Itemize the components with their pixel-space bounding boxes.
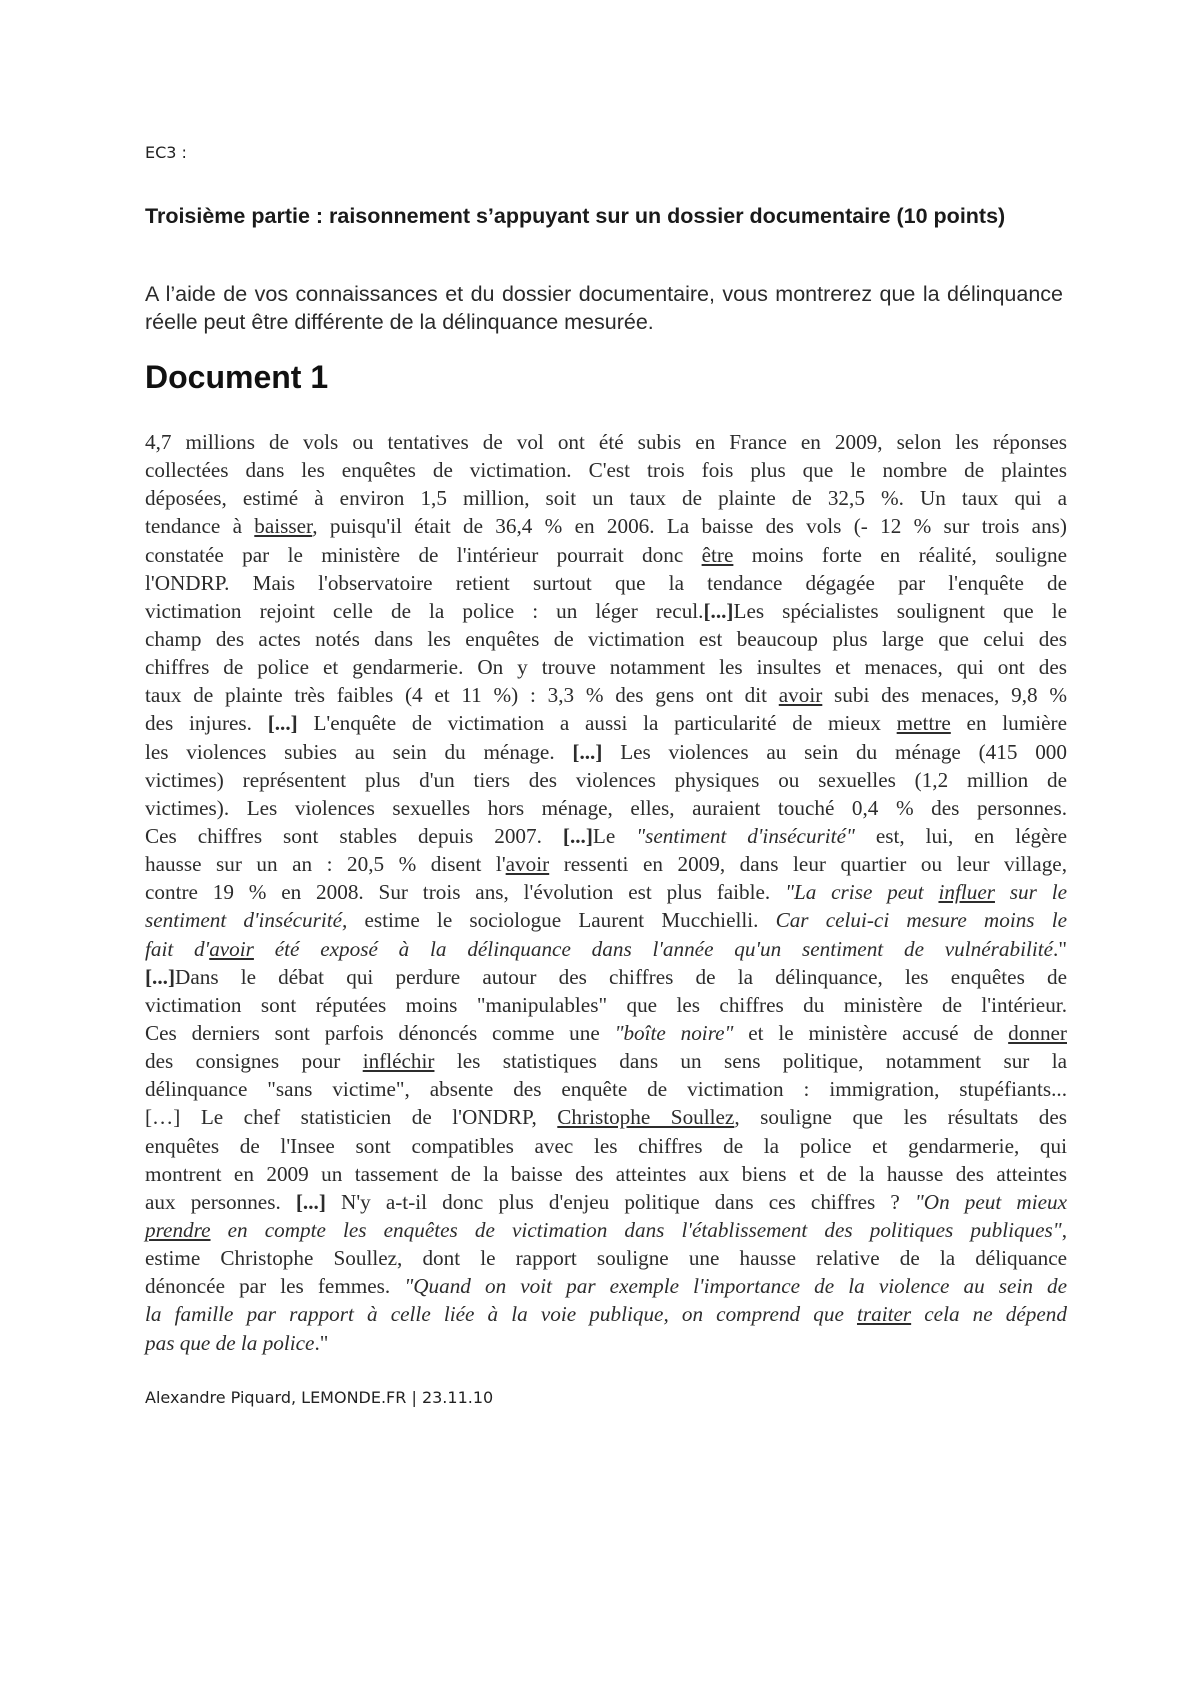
text-run: hausse sur un an : 20,5 % disent l' bbox=[145, 852, 506, 877]
article-line bbox=[145, 935, 1067, 963]
article-line bbox=[145, 794, 1067, 822]
article-line bbox=[145, 1103, 1067, 1131]
text-run: été exposé à la délinquance dans l'année qu'un sentiment de vulnérabilité bbox=[253, 936, 1054, 961]
article-source: Alexandre Piquard, LEMONDE.FR | 23.11.10 bbox=[145, 1388, 494, 1407]
text-run: est, lui, en légère bbox=[854, 823, 1067, 848]
text-run: ." bbox=[314, 1330, 329, 1355]
text-run: avoir bbox=[778, 683, 823, 708]
text-run: Le bbox=[592, 823, 637, 848]
text-run: , bbox=[1061, 1217, 1067, 1242]
text-run: [...] bbox=[562, 823, 593, 848]
article-line bbox=[145, 1188, 1067, 1216]
text-run: contre 19 % en 2008. Sur trois ans, l'évolution est plus faible. bbox=[145, 880, 786, 905]
text-run: moins forte en réalité, souligne bbox=[733, 542, 1067, 567]
text-run: Car celui-ci mesure moins le bbox=[775, 908, 1067, 933]
text-run: cela ne dépend bbox=[911, 1302, 1067, 1327]
text-run: […] Le chef statisticien de l'ONDRP, bbox=[145, 1105, 558, 1130]
article-line bbox=[145, 709, 1067, 737]
text-run: baisser bbox=[254, 514, 313, 539]
text-run: des consignes pour bbox=[145, 1049, 363, 1074]
text-run: Dans le débat qui perdure autour des chiffres de la délinquance, les enquêtes de bbox=[175, 964, 1067, 989]
text-run: [...] bbox=[295, 1189, 326, 1214]
text-run: et le ministère accusé de bbox=[733, 1020, 1009, 1045]
text-run: les violences subies au sein du ménage. bbox=[145, 739, 573, 764]
article-line bbox=[145, 512, 1067, 540]
question-text: A l’aide de vos connaissances et du dossier documentaire, vous montrerez que la délinquance réelle peut être différente de la délinquance mesurée. bbox=[145, 282, 1063, 334]
text-run: être bbox=[701, 542, 734, 567]
text-run: ." bbox=[1053, 936, 1067, 961]
text-run: taux de plainte très faibles (4 et 11 %) : 3,3 % des gens ont dit bbox=[145, 683, 779, 708]
article-body bbox=[145, 428, 1067, 1357]
article-line bbox=[145, 653, 1067, 681]
text-run: sentiment d'insécurité, bbox=[145, 908, 348, 933]
text-run: donner bbox=[1008, 1020, 1067, 1045]
article-line bbox=[145, 625, 1067, 653]
article-line bbox=[145, 484, 1067, 512]
text-run: [...] bbox=[145, 964, 176, 989]
text-run: fait d' bbox=[145, 936, 210, 961]
text-run: ressenti en 2009, dans leur quartier ou leur village, bbox=[549, 852, 1067, 877]
article-line bbox=[145, 1132, 1067, 1160]
text-run: sur le bbox=[994, 880, 1067, 905]
text-run: prendre bbox=[145, 1217, 211, 1242]
text-run: chiffres de police et gendarmerie. On y trouve notamment les insultes et menaces, qui ont des bbox=[145, 655, 1067, 680]
text-run: collectées dans les enquêtes de victimation. C'est trois fois plus que le nombre de plaintes bbox=[145, 458, 1067, 483]
text-run: L'enquête de victimation a aussi la particularité de mieux bbox=[297, 711, 897, 736]
text-run: champ des actes notés dans les enquêtes de victimation est beaucoup plus large que celui des bbox=[145, 626, 1067, 651]
text-run: mettre bbox=[896, 711, 951, 736]
article-line bbox=[145, 991, 1067, 1019]
text-run: pas que de la police bbox=[145, 1330, 315, 1355]
text-run: [...] bbox=[572, 739, 603, 764]
text-run: estime Christophe Soullez, dont le rapport souligne une hausse relative de la déliquance bbox=[145, 1246, 1067, 1271]
text-run: "sentiment d'insécurité" bbox=[636, 823, 855, 848]
text-run: l'ONDRP. Mais l'observatoire retient surtout que la tendance dégagée par l'enquête de bbox=[145, 570, 1067, 595]
text-run: , puisqu'il était de 36,4 % en 2006. La baisse des vols (- 12 % sur trois ans) bbox=[312, 514, 1067, 539]
article-line bbox=[145, 1047, 1067, 1075]
text-run: "Quand on voit par exemple l'importance de la violence au sein de bbox=[404, 1274, 1067, 1299]
article-line bbox=[145, 1300, 1067, 1328]
article-line bbox=[145, 766, 1067, 794]
article-line bbox=[145, 963, 1067, 991]
article-line bbox=[145, 428, 1067, 456]
article-line bbox=[145, 569, 1067, 597]
text-run: la famille par rapport à celle liée à la voie publique, on comprend que bbox=[145, 1302, 857, 1327]
text-run: tendance à bbox=[145, 514, 255, 539]
article-line bbox=[145, 456, 1067, 484]
text-run: influer bbox=[938, 880, 995, 905]
article-line bbox=[145, 541, 1067, 569]
article-line bbox=[145, 1216, 1067, 1244]
text-run: [...] bbox=[267, 711, 298, 736]
text-run: "On peut mieux bbox=[914, 1189, 1067, 1214]
text-run: dénoncée par les femmes. bbox=[145, 1274, 405, 1299]
article-line bbox=[145, 822, 1067, 850]
article-line bbox=[145, 681, 1067, 709]
text-run: des injures. bbox=[145, 711, 268, 736]
text-run: victimation rejoint celle de la police : un léger recul. bbox=[145, 598, 704, 623]
text-run: aux personnes. bbox=[145, 1189, 296, 1214]
text-run: constatée par le ministère de l'intérieur pourrait donc bbox=[145, 542, 702, 567]
document-heading: Document 1 bbox=[145, 359, 329, 395]
text-run: , souligne que les résultats des bbox=[734, 1105, 1067, 1130]
article-line bbox=[145, 738, 1067, 766]
text-run: avoir bbox=[505, 852, 550, 877]
text-run: délinquance "sans victime", absente des enquête de victimation : immigration, stupéfiants... bbox=[145, 1077, 1067, 1102]
text-run: "boîte noire" bbox=[614, 1020, 734, 1045]
article-line bbox=[145, 1329, 1067, 1357]
article-line bbox=[145, 878, 1067, 906]
part-title: Troisième partie : raisonnement s’appuyant sur un dossier documentaire (10 points) bbox=[145, 204, 1006, 228]
text-run: subi des menaces, 9,8 % bbox=[822, 683, 1067, 708]
text-run: Les violences au sein du ménage (415 000 bbox=[602, 739, 1067, 764]
text-run: Ces chiffres sont stables depuis 2007. bbox=[145, 823, 563, 848]
text-run: victimes) représentent plus d'un tiers des violences physiques ou sexuelles (1,2 million de bbox=[145, 767, 1067, 792]
text-run: Les spécialistes soulignent que le bbox=[733, 598, 1067, 623]
text-run: 4,7 millions de vols ou tentatives de vol ont été subis en France en 2009, selon les réponses bbox=[145, 430, 1067, 454]
article-line bbox=[145, 1272, 1067, 1300]
text-run: victimation sont réputées moins "manipulables" que les chiffres du ministère de l'intérieur. bbox=[145, 992, 1067, 1017]
text-run: en lumière bbox=[950, 711, 1067, 736]
text-run: les statistiques dans un sens politique, notamment sur la bbox=[434, 1049, 1067, 1074]
text-run: déposées, estimé à environ 1,5 million, soit un taux de plainte de 32,5 %. Un taux qui a bbox=[145, 486, 1067, 511]
text-run: avoir bbox=[209, 936, 254, 961]
article-line bbox=[145, 1019, 1067, 1047]
text-run: traiter bbox=[856, 1302, 912, 1327]
text-run: montrent en 2009 un tassement de la baisse des atteintes aux biens et de la hausse des atteintes bbox=[145, 1161, 1067, 1186]
text-run: "La crise peut bbox=[785, 880, 939, 905]
text-run: enquêtes de l'Insee sont compatibles avec les chiffres de la police et gendarmerie, qui bbox=[145, 1133, 1067, 1158]
article-line bbox=[145, 1160, 1067, 1188]
text-run: en compte les enquêtes de victimation dans l'établissement des politiques publiques" bbox=[210, 1217, 1062, 1242]
article-line bbox=[145, 1244, 1067, 1272]
text-run: Christophe Soullez bbox=[557, 1105, 735, 1130]
text-run: infléchir bbox=[362, 1049, 435, 1074]
text-run: Ces derniers sont parfois dénoncés comme une bbox=[145, 1020, 615, 1045]
text-run: [...] bbox=[703, 598, 734, 623]
text-run: victimes). Les violences sexuelles hors ménage, elles, auraient touché 0,4 % des personnes. bbox=[145, 795, 1067, 820]
exercise-label: EC3 : bbox=[145, 143, 187, 162]
text-run: N'y a-t-il donc plus d'enjeu politique dans ces chiffres ? bbox=[325, 1189, 915, 1214]
article-line bbox=[145, 597, 1067, 625]
article-line bbox=[145, 1075, 1067, 1103]
article-line bbox=[145, 906, 1067, 934]
article-line bbox=[145, 850, 1067, 878]
text-run: estime le sociologue Laurent Mucchielli. bbox=[347, 908, 776, 933]
